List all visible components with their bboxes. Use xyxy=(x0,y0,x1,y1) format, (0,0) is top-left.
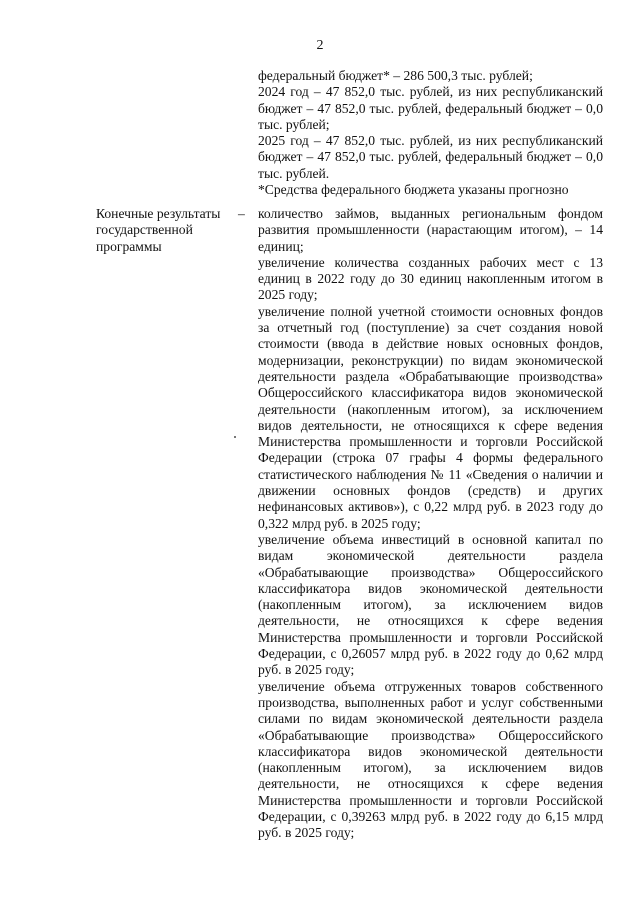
result-item: увеличение объема инвестиций в основной капитал по видам экономической деятельности раздела «Обрабатывающие производства» Общероссийского классификатора видов экономической деятельности (накопленным итогом), за исключением видов деятельности, не относящихся к сфере ведения Министерства промышленности и торговли Российской Федерации, с 0,26057 млрд руб. в 2022 году до 0,62 млрд руб. в 2025 году; xyxy=(258,531,603,678)
scan-speck xyxy=(234,436,236,438)
result-item: увеличение полной учетной стоимости основных фондов за отчетный год (поступление) за счет создания новой стоимости (ввода в действие новых основных фондов, модернизации, реконструкции) по видам экономической деятельности раздела «Обрабатывающие производства» Общероссийского классификатора видов экономической деятельности (накопленным итогом), за исключением видов деятельности, не относящихся к сфере ведения Министерства промышленности и торговли Российской Федерации (строка 07 графы 4 формы федерального статистического наблюдения № 11 «Сведения о наличии и движении основных фондов (средств) и других нефинансовых активов»), с 0,22 млрд руб. в 2023 году до 0,322 млрд руб. в 2025 году; xyxy=(258,303,603,531)
label-dash: – xyxy=(238,206,245,221)
results-block xyxy=(258,206,603,842)
funding-line: федеральный бюджет* – 286 500,3 тыс. рублей; xyxy=(258,68,533,83)
funding-block xyxy=(258,68,603,198)
funding-footnote: *Средства федерального бюджета указаны прогнозно xyxy=(258,182,569,198)
page-number: 2 xyxy=(316,38,324,53)
result-item: увеличение количества созданных рабочих мест с 13 единиц в 2022 году до 30 единиц накопленным итогом в 2025 году; xyxy=(258,254,603,303)
result-item: количество займов, выданных региональным фондом развития промышленности (нарастающим итогом), – 14 единиц; xyxy=(258,206,603,254)
section-label: Конечные результаты государственной программы xyxy=(96,206,221,254)
funding-line: 2024 год – 47 852,0 тыс. рублей, из них республиканский бюджет – 47 852,0 тыс. рублей, федеральный бюджет – 0,0 тыс. рублей; xyxy=(258,84,603,132)
result-item: увеличение объема отгруженных товаров собственного производства, выполненных работ и услуг собственными силами по видам экономической деятельности раздела «Обрабатывающие производства» Общероссийского классификатора видов экономической деятельности (накопленным итогом), за исключением видов деятельности, не относящихся к сфере ведения Министерства промышленности и торговли Российской Федерации, с 0,39263 млрд руб. в 2022 году до 6,15 млрд руб. в 2025 году; xyxy=(258,678,603,841)
funding-line: 2025 год – 47 852,0 тыс. рублей, из них республиканский бюджет – 47 852,0 тыс. рублей, федеральный бюджет – 0,0 тыс. рублей. xyxy=(258,133,603,181)
